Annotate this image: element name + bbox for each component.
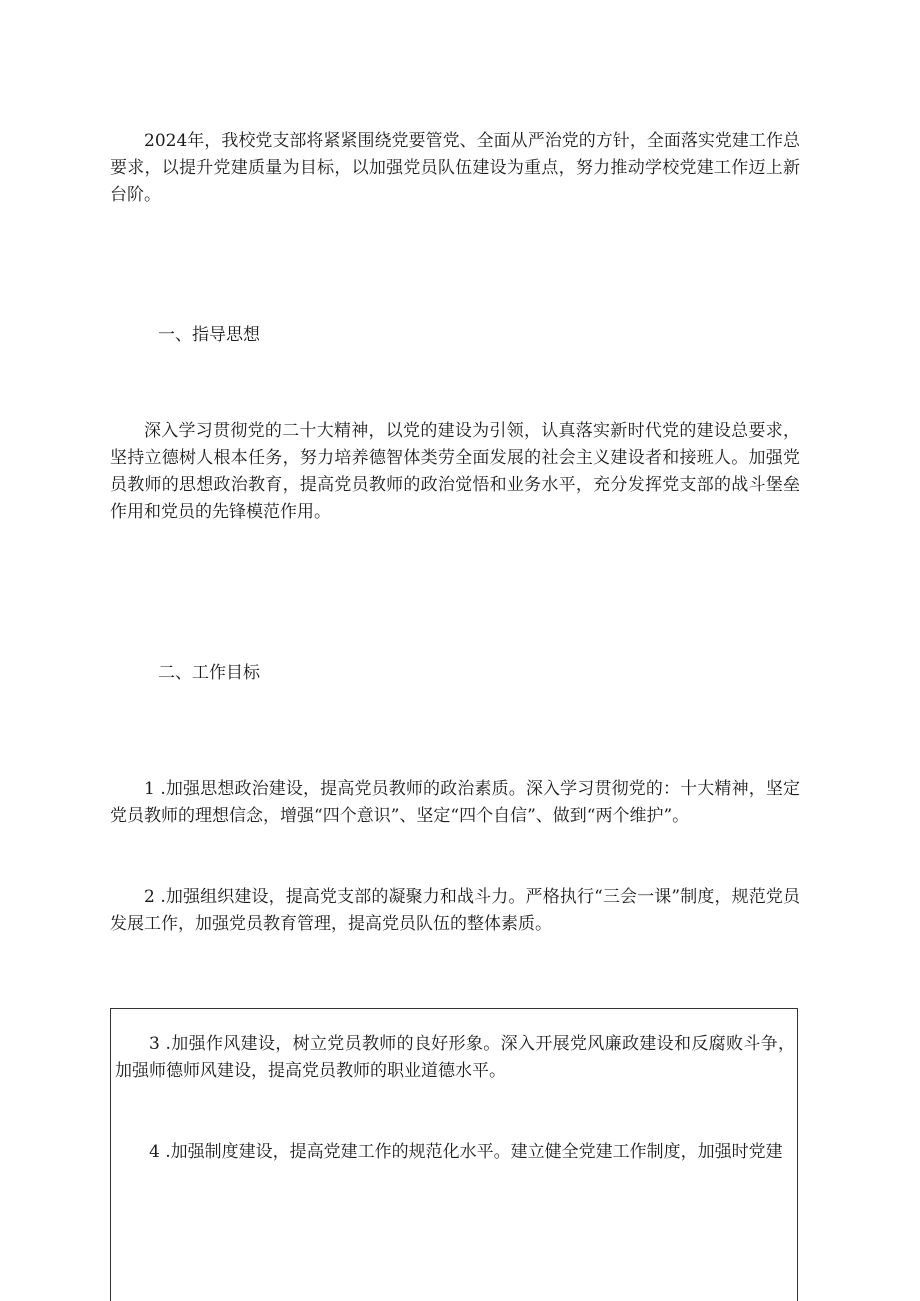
section-heading-work-goals: 二、工作目标 xyxy=(158,663,260,683)
section-heading-guiding-thought: 一、指导思想 xyxy=(158,325,260,345)
guiding-thought-paragraph: 深入学习贯彻党的二十大精神，以党的建设为引领，认真落实新时代党的建设总要求，坚持立德树人根本任务，努力培养德智体类劳全面发展的社会主义建设者和接班人。加强党员教师的思想政治教育，提高党员教师的政治觉悟和业务水平，充分发挥党支部的战斗堡垒作用和党员的先锋模范作用。 xyxy=(110,421,800,522)
goal-item-1: 1 .加强思想政治建设，提高党员教师的政治素质。深入学习贯彻党的：十大精神，坚定党员教师的理想信念，增强“四个意识”、坚定“四个自信”、做到“两个维护”。 xyxy=(110,779,800,826)
goal-item-3: 3 .加强作风建设，树立党员教师的良好形象。深入开展党风廉政建设和反腐败斗争，加强师德师风建设，提高党员教师的职业道德水平。 xyxy=(115,1034,795,1081)
intro-paragraph: 2024年，我校党支部将紧紧围绕党要管党、全面从严治党的方针，全面落实党建工作总要求，以提升党建质量为目标，以加强党员队伍建设为重点，努力推动学校党建工作迈上新台阶。 xyxy=(110,131,800,205)
goal-item-4: 4 .加强制度建设，提高党建工作的规范化水平。建立健全党建工作制度，加强时党建 xyxy=(149,1142,783,1162)
framed-text-box xyxy=(110,1008,798,1301)
goal-item-2: 2 .加强组织建设，提高党支部的凝聚力和战斗力。严格执行“三会一课”制度，规范党员发展工作，加强党员教育管理，提高党员队伍的整体素质。 xyxy=(110,887,800,934)
